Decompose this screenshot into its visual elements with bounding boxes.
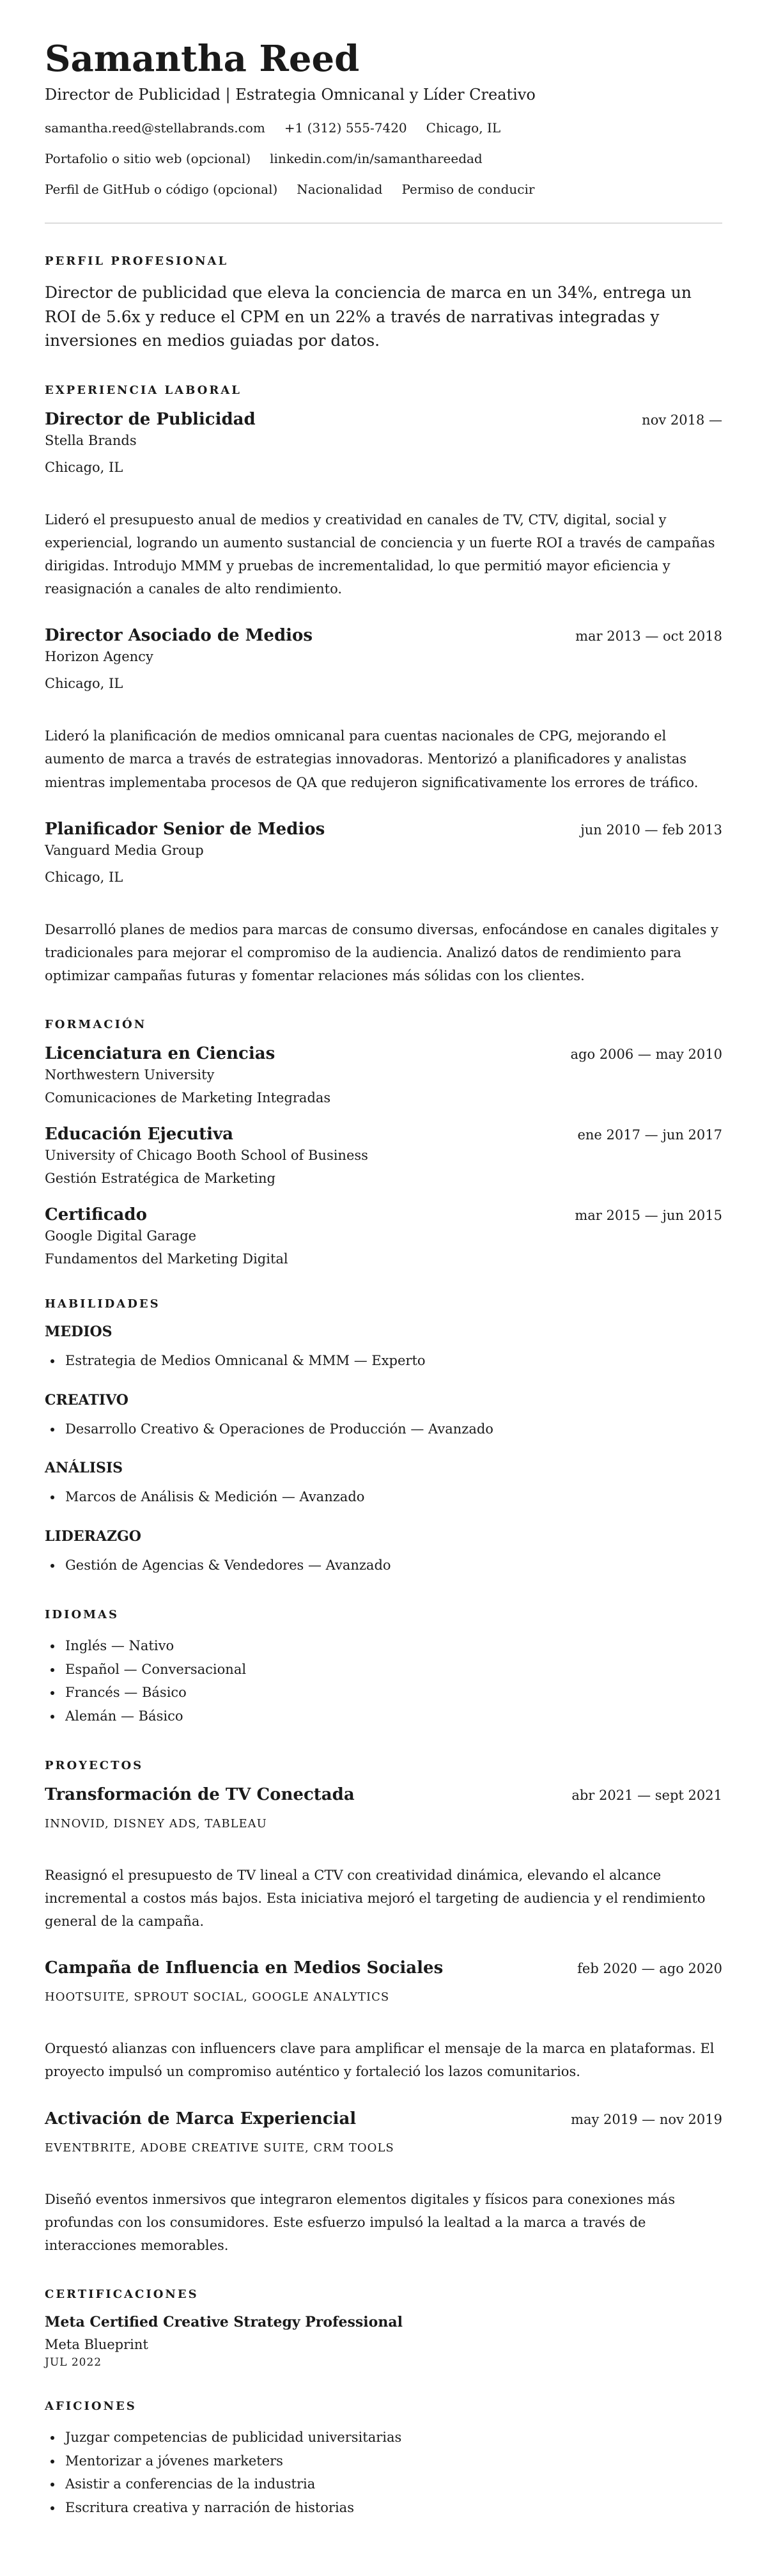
project-entry bbox=[45, 1958, 722, 2083]
project-tools: HOOTSUITE, SPROUT SOCIAL, GOOGLE ANALYTICS bbox=[45, 1990, 390, 2004]
projects-section bbox=[45, 1759, 722, 2257]
project-description: Diseñó eventos inmersivos que integraron elementos digitales y físicos para conexiones más profundas con los consumidores. Este esfuerzo impulsó la lealtad a la marca a través de interacciones memorables. bbox=[45, 2191, 676, 2253]
skill-group bbox=[45, 1460, 722, 1509]
certification-name: Meta Certified Creative Strategy Professional bbox=[45, 2313, 403, 2330]
contact-nationality: Nacionalidad bbox=[297, 182, 383, 198]
skill-item: • Marcos de Análisis & Medición — Avanzado bbox=[63, 1485, 722, 1509]
education-date: ago 2006 — may 2010 bbox=[570, 1046, 722, 1062]
experience-entry bbox=[45, 820, 722, 987]
languages-title: IDIOMAS bbox=[45, 1607, 120, 1621]
experience-description: Lideró la planificación de medios omnicanal para cuentas nacionales de CPG, mejorando el aumento de marca a través de estrategias innovadoras. Mentorizó a planificadores y analistas mientras implementaba procesos de QA que redujeron significativamente los errores de tráfico. bbox=[45, 728, 699, 790]
education-field: Comunicaciones de Marketing Integradas bbox=[45, 1089, 331, 1105]
skill-item: • Estrategia de Medios Omnicanal & MMM — Experto bbox=[63, 1349, 722, 1373]
experience-entry bbox=[45, 410, 722, 600]
languages-section bbox=[45, 1608, 722, 1728]
education-section bbox=[45, 1018, 722, 1267]
skill-group-title: LIDERAZGO bbox=[45, 1528, 141, 1545]
education-school: University of Chicago Booth School of Business bbox=[45, 1147, 368, 1163]
hobby-item: • Asistir a conferencias de la industria bbox=[63, 2472, 722, 2496]
experience-company: Stella Brands bbox=[45, 432, 137, 448]
experience-location: Chicago, IL bbox=[45, 459, 123, 475]
experience-date: jun 2010 — feb 2013 bbox=[580, 822, 722, 838]
projects-title: PROYECTOS bbox=[45, 1758, 144, 1772]
skill-group-title: ANÁLISIS bbox=[45, 1460, 123, 1477]
header-divider bbox=[45, 222, 722, 224]
experience-location: Chicago, IL bbox=[45, 676, 123, 692]
language-item: • Francés — Básico bbox=[63, 1681, 722, 1705]
candidate-headline: Director de Publicidad | Estrategia Omnicanal y Líder Creativo bbox=[45, 86, 536, 104]
skill-group bbox=[45, 1528, 722, 1577]
skill-group bbox=[45, 1392, 722, 1441]
project-date: abr 2021 — sept 2021 bbox=[571, 1787, 722, 1803]
contact-phone[interactable]: +1 (312) 555-7420 bbox=[284, 120, 407, 136]
education-degree: Educación Ejecutiva bbox=[45, 1124, 233, 1144]
education-entry bbox=[45, 1205, 722, 1267]
skills-title: HABILIDADES bbox=[45, 1297, 160, 1311]
education-title: FORMACIÓN bbox=[45, 1017, 147, 1031]
skill-item: • Desarrollo Creativo & Operaciones de Producción — Avanzado bbox=[63, 1417, 722, 1441]
hobby-item: • Juzgar competencias de publicidad universitarias bbox=[63, 2426, 722, 2449]
hobbies-section bbox=[45, 2400, 722, 2520]
contact-row-2 bbox=[45, 151, 722, 166]
contact-row-3 bbox=[45, 182, 722, 197]
profile-section bbox=[45, 254, 722, 353]
certifications-title: CERTIFICACIONES bbox=[45, 2287, 199, 2301]
experience-title: EXPERIENCIA LABORAL bbox=[45, 383, 242, 397]
skill-group-title: MEDIOS bbox=[45, 1323, 112, 1340]
experience-description: Desarrolló planes de medios para marcas de consumo diversas, enfocándose en canales digitales y tradicionales para mejorar el compromiso de la audiencia. Analizó datos de rendimiento para optimizar campañas futuras y fomentar relaciones más sólidas con los clientes. bbox=[45, 921, 719, 983]
project-date: feb 2020 — ago 2020 bbox=[577, 1961, 722, 1977]
certification-entry bbox=[45, 2314, 722, 2369]
project-date: may 2019 — nov 2019 bbox=[571, 2111, 722, 2127]
language-item: • Alemán — Básico bbox=[63, 1705, 722, 1728]
skills-section bbox=[45, 1297, 722, 1577]
skill-group-title: CREATIVO bbox=[45, 1391, 128, 1409]
skill-group bbox=[45, 1323, 722, 1373]
experience-entry bbox=[45, 626, 722, 793]
project-tools: INNOVID, DISNEY ADS, TABLEAU bbox=[45, 1816, 267, 1831]
contact-location: Chicago, IL bbox=[426, 120, 501, 136]
experience-date: nov 2018 — bbox=[642, 412, 722, 428]
contact-portfolio[interactable]: Portafolio o sitio web (opcional) bbox=[45, 151, 251, 167]
experience-role: Director Asociado de Medios bbox=[45, 626, 313, 646]
certification-issuer: Meta Blueprint bbox=[45, 2336, 148, 2352]
language-item: • Inglés — Nativo bbox=[63, 1634, 722, 1658]
education-degree: Certificado bbox=[45, 1205, 147, 1224]
project-name: Campaña de Influencia en Medios Sociales bbox=[45, 1958, 444, 1978]
skill-item: • Gestión de Agencias & Vendedores — Avanzado bbox=[63, 1554, 722, 1577]
hobby-item: • Escritura creativa y narración de historias bbox=[63, 2496, 722, 2520]
profile-summary: Director de publicidad que eleva la conciencia de marca en un 34%, entrega un ROI de 5.6x y reduce el CPM en un 22% a través de narrativas integradas y inversiones en medios guiadas por datos. bbox=[45, 283, 692, 350]
experience-description: Lideró el presupuesto anual de medios y creatividad en canales de TV, CTV, digital, social y experiencial, logrando un aumento sustancial de conciencia y un fuerte ROI a través de campañas dirigidas. Introdujo MMM y pruebas de incrementalidad, lo que permitió mayor eficiencia y reasignación a canales de alto rendimiento. bbox=[45, 511, 715, 597]
contact-email[interactable]: samantha.reed@stellabrands.com bbox=[45, 120, 265, 136]
contact-linkedin[interactable]: linkedin.com/in/samanthareedad bbox=[270, 151, 483, 167]
project-entry bbox=[45, 2109, 722, 2257]
education-school: Google Digital Garage bbox=[45, 1228, 197, 1244]
resume-header bbox=[45, 38, 722, 197]
project-name: Activación de Marca Experiencial bbox=[45, 2109, 357, 2128]
project-name: Transformación de TV Conectada bbox=[45, 1784, 355, 1804]
certification-date: JUL 2022 bbox=[45, 2355, 102, 2369]
hobbies-title: AFICIONES bbox=[45, 2399, 137, 2413]
candidate-name: Samantha Reed bbox=[45, 38, 360, 80]
education-entry bbox=[45, 1044, 722, 1105]
education-field: Fundamentos del Marketing Digital bbox=[45, 1251, 288, 1267]
hobby-item: • Mentorizar a jóvenes marketers bbox=[63, 2449, 722, 2473]
project-entry bbox=[45, 1785, 722, 1933]
education-date: ene 2017 — jun 2017 bbox=[577, 1127, 722, 1143]
project-description: Reasignó el presupuesto de TV lineal a CTV con creatividad dinámica, elevando el alcance incremental a costos más bajos. Esta iniciativa mejoró el targeting de audiencia y el rendimiento general de la campaña. bbox=[45, 1867, 706, 1930]
education-school: Northwestern University bbox=[45, 1066, 215, 1082]
experience-section bbox=[45, 384, 722, 987]
experience-company: Vanguard Media Group bbox=[45, 842, 204, 858]
project-tools: EVENTBRITE, ADOBE CREATIVE SUITE, CRM TOOLS bbox=[45, 2141, 394, 2155]
contact-license: Permiso de conducir bbox=[401, 182, 535, 198]
experience-role: Director de Publicidad bbox=[45, 409, 256, 429]
project-description: Orquestó alianzas con influencers clave para amplificar el mensaje de la marca en plataformas. El proyecto impulsó un compromiso auténtico y fortaleció los lazos comunitarios. bbox=[45, 2041, 715, 2080]
education-date: mar 2015 — jun 2015 bbox=[575, 1207, 722, 1223]
experience-company: Horizon Agency bbox=[45, 649, 153, 665]
profile-title: PERFIL PROFESIONAL bbox=[45, 254, 229, 269]
contact-github[interactable]: Perfil de GitHub o código (opcional) bbox=[45, 182, 278, 198]
contact-row-1 bbox=[45, 120, 722, 136]
education-field: Gestión Estratégica de Marketing bbox=[45, 1170, 275, 1186]
experience-location: Chicago, IL bbox=[45, 869, 123, 885]
education-degree: Licenciatura en Ciencias bbox=[45, 1043, 275, 1063]
certifications-section bbox=[45, 2288, 722, 2369]
experience-role: Planificador Senior de Medios bbox=[45, 819, 325, 839]
language-item: • Español — Conversacional bbox=[63, 1658, 722, 1682]
education-entry bbox=[45, 1125, 722, 1186]
experience-date: mar 2013 — oct 2018 bbox=[575, 628, 722, 644]
